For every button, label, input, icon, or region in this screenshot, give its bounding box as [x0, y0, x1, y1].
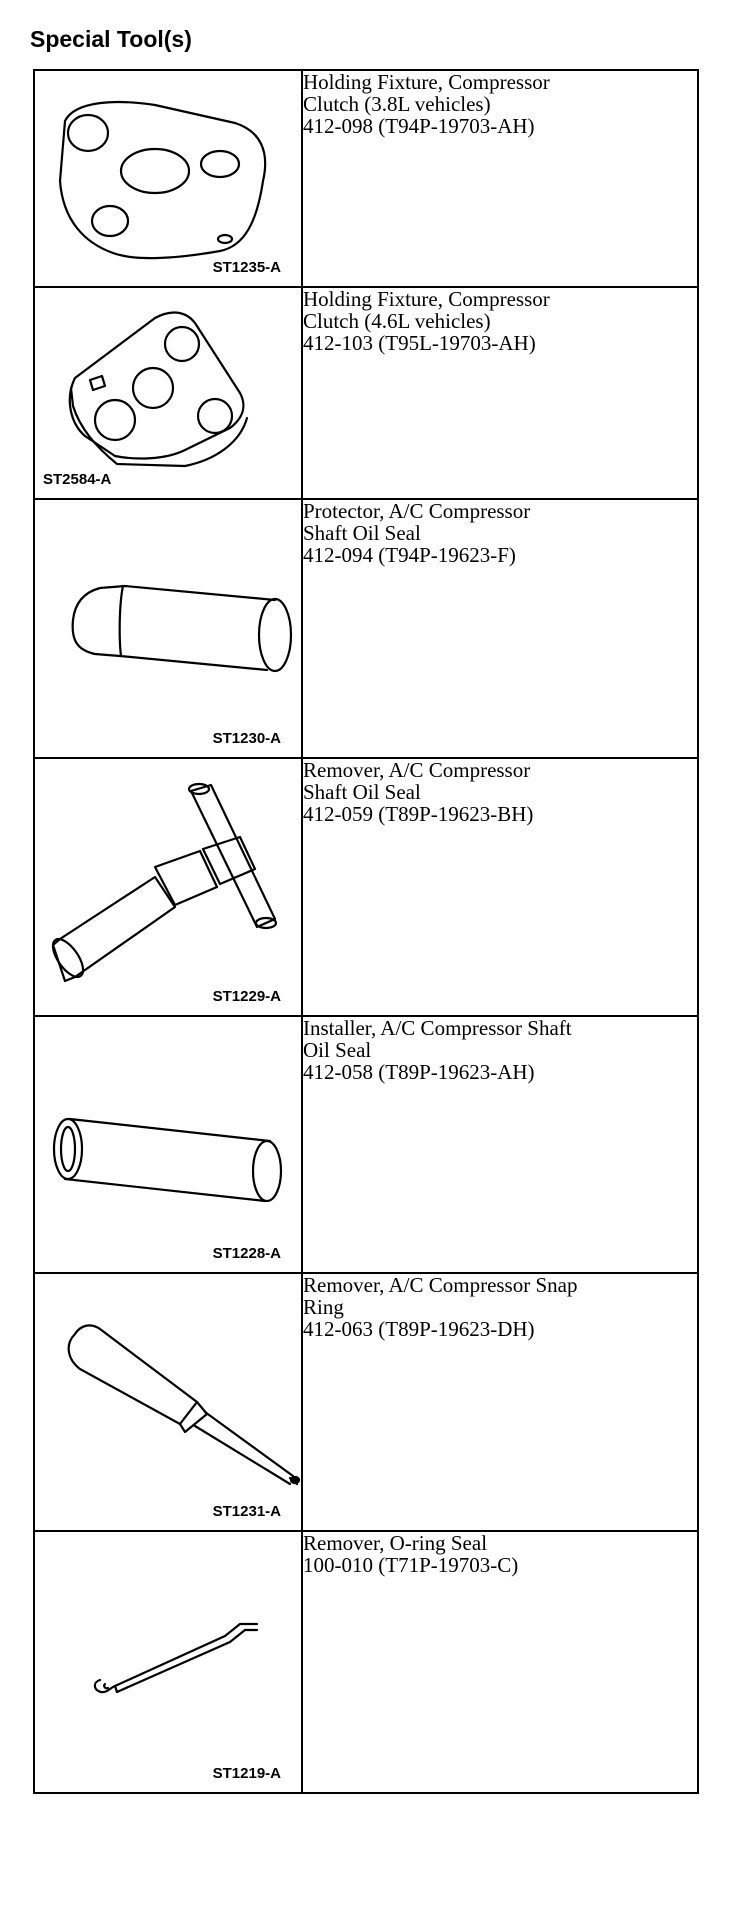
- tool-code: ST1231-A: [212, 1503, 281, 1520]
- page-title: Special Tool(s): [30, 26, 192, 52]
- description-line: Installer, A/C Compressor Shaft: [303, 1016, 572, 1040]
- tool-code: ST1235-A: [212, 259, 281, 276]
- tool-code: ST1228-A: [212, 1245, 281, 1262]
- tool-code: ST2584-A: [43, 471, 112, 488]
- description-line: Remover, A/C Compressor: [303, 758, 531, 782]
- tool-description: [302, 287, 698, 499]
- tool-illustration-cell: [34, 1273, 302, 1531]
- description-line: Remover, O-ring Seal: [303, 1531, 488, 1555]
- tool-code: ST1219-A: [212, 1765, 281, 1782]
- tool-illustration-cell: [34, 1016, 302, 1273]
- table-row: [34, 70, 698, 287]
- description-line: 412-094 (T94P-19623-F): [303, 543, 516, 567]
- seal-installer-tube-icon: [35, 1017, 301, 1274]
- table-row: [34, 499, 698, 758]
- description-line: Clutch (3.8L vehicles): [303, 92, 491, 116]
- description-line: Ring: [303, 1295, 344, 1319]
- tool-description: [302, 1273, 698, 1531]
- seal-remover-tbar-icon: [35, 759, 301, 1017]
- table-row: [34, 758, 698, 1016]
- seal-protector-icon: [35, 500, 301, 759]
- o-ring-remover-icon: [35, 1532, 301, 1794]
- table-row: [34, 287, 698, 499]
- table-row: [34, 1531, 698, 1793]
- description-line: 100-010 (T71P-19703-C): [303, 1553, 519, 1577]
- description-line: Shaft Oil Seal: [303, 780, 421, 804]
- tool-description: [302, 758, 698, 1016]
- tool-illustration-cell: [34, 1531, 302, 1793]
- description-line: Holding Fixture, Compressor: [303, 287, 550, 311]
- tool-description: [302, 1531, 698, 1793]
- description-line: Shaft Oil Seal: [303, 521, 421, 545]
- description-line: Clutch (4.6L vehicles): [303, 309, 491, 333]
- description-line: Oil Seal: [303, 1038, 372, 1062]
- description-line: Protector, A/C Compressor: [303, 499, 531, 523]
- tool-illustration-cell: [34, 287, 302, 499]
- description-line: 412-103 (T95L-19703-AH): [303, 331, 536, 355]
- description-line: Remover, A/C Compressor Snap: [303, 1273, 578, 1297]
- tool-code: ST1229-A: [212, 988, 281, 1005]
- description-line: 412-058 (T89P-19623-AH): [303, 1060, 535, 1084]
- tool-illustration-cell: [34, 499, 302, 758]
- description-line: 412-063 (T89P-19623-DH): [303, 1317, 535, 1341]
- table-row: [34, 1016, 698, 1273]
- holding-fixture-plate-icon: [35, 288, 301, 500]
- description-line: Holding Fixture, Compressor: [303, 70, 550, 94]
- tool-description: [302, 1016, 698, 1273]
- tool-description: [302, 70, 698, 287]
- snap-ring-remover-icon: [35, 1274, 301, 1532]
- description-line: 412-098 (T94P-19703-AH): [303, 114, 535, 138]
- description-line: 412-059 (T89P-19623-BH): [303, 802, 534, 826]
- tool-description: [302, 499, 698, 758]
- special-tools-table: [33, 69, 699, 1794]
- table-row: [34, 1273, 698, 1531]
- holding-fixture-plate-icon: [35, 71, 301, 288]
- tool-illustration-cell: [34, 758, 302, 1016]
- tool-code: ST1230-A: [212, 730, 281, 747]
- tool-illustration-cell: [34, 70, 302, 287]
